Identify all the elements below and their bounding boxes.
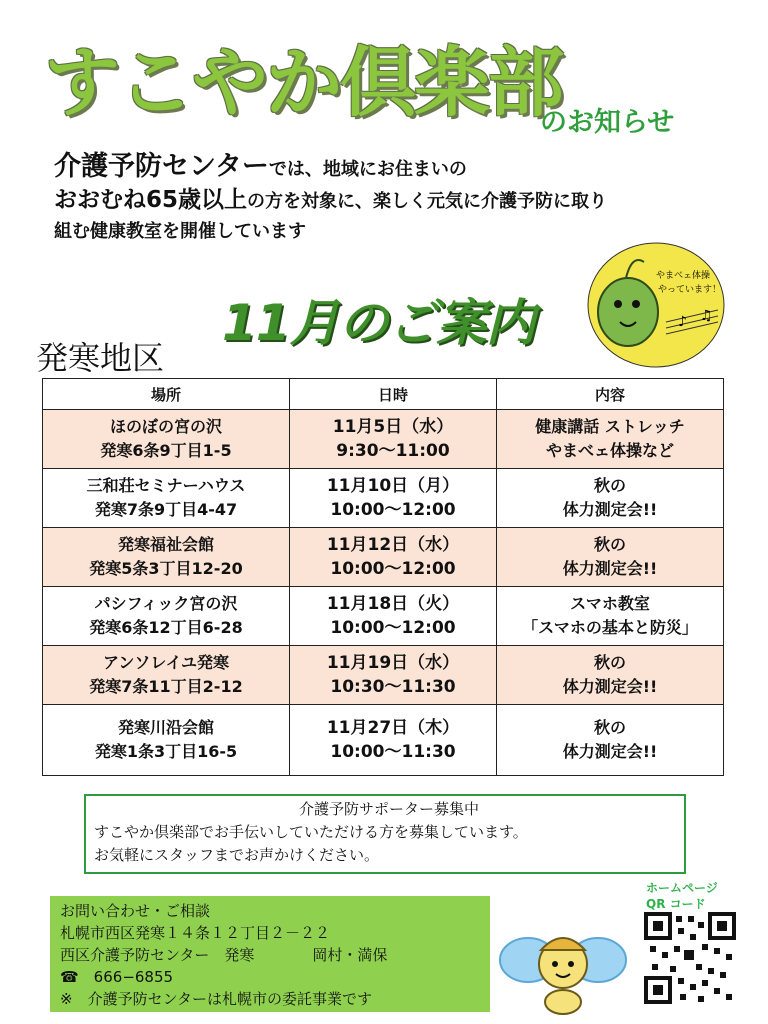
time-text: 10:00～12:00 — [330, 500, 456, 520]
place-cell — [43, 410, 290, 469]
datetime-cell — [290, 410, 497, 469]
contact-org-line — [60, 944, 480, 966]
contact-org: 西区介護予防センター 発寒 — [60, 946, 255, 964]
place-address: 発寒7条11丁目2-12 — [89, 677, 243, 696]
place-cell — [43, 528, 290, 587]
content-line1: スマホ教室 — [570, 594, 650, 613]
table-header-row — [43, 379, 724, 410]
table-row — [43, 528, 724, 587]
content-line2: 体力測定会!! — [562, 500, 658, 519]
datetime-cell — [290, 646, 497, 705]
content-cell — [497, 587, 724, 646]
homepage-label: ホームページ — [646, 881, 718, 895]
contact-address: 札幌市西区発寒１４条１２丁目２－２２ — [60, 924, 331, 942]
intro-line1: では、地域にお住まいの — [268, 159, 467, 180]
date-text: 11月10日（月） — [326, 476, 460, 496]
homepage-qr-label — [646, 880, 718, 912]
content-cell — [497, 646, 724, 705]
intro-line2: の方を対象に、楽しく元気に介護予防に取り — [247, 191, 608, 212]
intro-age: おおむね65歳以上 — [54, 187, 248, 213]
header-datetime: 日時 — [290, 379, 497, 410]
content-line1: 秋の — [593, 535, 626, 554]
supporter-notice — [84, 794, 686, 874]
svg-text:♪: ♪ — [678, 314, 687, 330]
content-cell — [497, 469, 724, 528]
place-address: 発寒7条9丁目4-47 — [94, 500, 238, 519]
time-text: 10:00～12:00 — [330, 618, 456, 638]
time-text: 10:30～11:30 — [330, 677, 456, 697]
header-place: 場所 — [43, 379, 290, 410]
place-cell — [43, 705, 290, 776]
schedule-table — [42, 378, 724, 776]
time-text: 10:00～11:30 — [330, 742, 456, 762]
district-label: 発寒地区 — [36, 339, 165, 377]
date-text: 11月12日（水） — [326, 535, 460, 555]
content-cell — [497, 705, 724, 776]
content-line2: 体力測定会!! — [562, 559, 658, 578]
month-heading: 11月のご案内 — [222, 294, 535, 352]
time-text: 10:00～12:00 — [330, 559, 456, 579]
intro-line3: 組む健康教室を開催しています — [54, 221, 306, 242]
qr-code-label: QR コード — [646, 897, 706, 911]
notice-line1: すこやか倶楽部でお手伝いしていただける方を募集しています。 — [94, 823, 528, 841]
place-address: 発寒5条3丁目12-20 — [89, 559, 243, 578]
contact-box — [50, 896, 490, 1012]
place-address: 発寒6条12丁目6-28 — [89, 618, 243, 637]
datetime-cell — [290, 469, 497, 528]
mascot-badge-line1: やまべェ体操 — [656, 271, 711, 281]
table-row — [43, 587, 724, 646]
bee-mascot-illustration — [498, 908, 628, 1016]
date-text: 11月19日（水） — [326, 653, 460, 673]
datetime-cell — [290, 705, 497, 776]
notice-line2: お気軽にスタッフまでお声かけください。 — [94, 846, 380, 864]
date-text: 11月27日（木） — [326, 718, 460, 738]
content-line2: 体力測定会!! — [562, 742, 658, 761]
yamabe-mascot-illustration — [586, 240, 726, 370]
place-cell — [43, 646, 290, 705]
place-name: アンソレイユ発寒 — [103, 653, 229, 672]
place-cell — [43, 469, 290, 528]
place-address: 発寒1条3丁目16-5 — [94, 742, 238, 761]
place-cell — [43, 587, 290, 646]
intro-text — [54, 152, 714, 247]
content-line2: やまべェ体操など — [545, 441, 674, 460]
contact-note: ※ 介護予防センターは札幌市の委託事業です — [60, 990, 372, 1008]
content-cell — [497, 410, 724, 469]
mascot-badge-line2: やっています！ — [658, 285, 722, 295]
contact-phone: ☎ 666−6855 — [60, 968, 174, 986]
content-line2: 「スマホの基本と防災」 — [522, 618, 698, 637]
content-cell — [497, 528, 724, 587]
table-row — [43, 705, 724, 776]
table-row — [43, 410, 724, 469]
qr-code-icon[interactable] — [644, 912, 736, 1004]
place-name: ほのぼの宮の沢 — [109, 417, 222, 436]
time-text: 9:30～11:00 — [336, 441, 450, 461]
place-name: パシフィック宮の沢 — [94, 594, 238, 613]
page-title: すこやか倶楽部 — [44, 38, 562, 127]
content-line2: 体力測定会!! — [562, 677, 658, 696]
place-name: 発寒川沿会館 — [117, 718, 214, 737]
intro-org: 介護予防センター — [54, 151, 269, 182]
content-line1: 健康講話 ストレッチ — [535, 417, 685, 436]
page-subtitle: のお知らせ — [540, 107, 675, 138]
datetime-cell — [290, 587, 497, 646]
place-address: 発寒6条9丁目1-5 — [100, 441, 232, 460]
content-line1: 秋の — [593, 718, 626, 737]
content-line1: 秋の — [593, 476, 626, 495]
contact-title: お問い合わせ・ご相談 — [60, 902, 211, 920]
contact-staff: 岡村・満保 — [312, 946, 388, 964]
table-row — [43, 646, 724, 705]
place-name: 発寒福祉会館 — [117, 535, 214, 554]
header-content: 内容 — [497, 379, 724, 410]
date-text: 11月18日（火） — [326, 594, 460, 614]
content-line1: 秋の — [593, 653, 626, 672]
notice-heading: 介護予防サポーター募集中 — [298, 800, 479, 818]
datetime-cell — [290, 528, 497, 587]
svg-text:♫: ♫ — [700, 308, 713, 324]
table-row — [43, 469, 724, 528]
date-text: 11月5日（水） — [332, 417, 454, 437]
place-name: 三和荘セミナーハウス — [86, 476, 246, 495]
